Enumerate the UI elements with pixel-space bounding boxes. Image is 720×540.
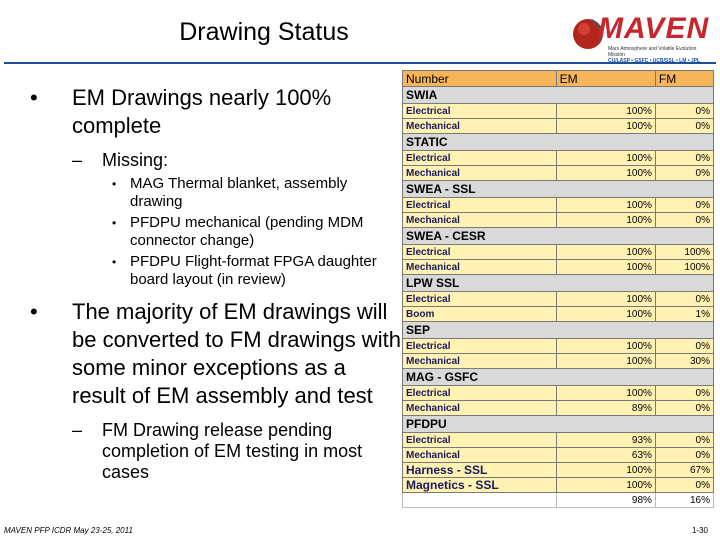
- em-total: 98%: [556, 493, 655, 508]
- em-value: 100%: [556, 339, 655, 354]
- em-value: 100%: [556, 354, 655, 369]
- em-value: 100%: [556, 307, 655, 322]
- table-row: [403, 354, 714, 369]
- group-name: PFDPU: [403, 416, 714, 433]
- row-label: Mechanical: [403, 213, 557, 228]
- table-group-row: [403, 134, 714, 151]
- table-total-row: [403, 493, 714, 508]
- slide-title: Drawing Status: [179, 18, 349, 46]
- table-row: [403, 386, 714, 401]
- page-number: 1-30: [691, 526, 708, 535]
- table-group-row: [403, 87, 714, 104]
- title-divider: [4, 62, 396, 64]
- header-em: EM: [556, 71, 655, 87]
- em-value: 100%: [556, 166, 655, 181]
- table-row: [403, 433, 714, 448]
- em-value: 100%: [556, 119, 655, 134]
- row-label: Mechanical: [403, 354, 557, 369]
- table-row: [403, 166, 714, 181]
- bullet-item: [30, 84, 402, 140]
- em-value: 100%: [556, 463, 655, 478]
- table-group-row: [403, 181, 714, 198]
- fm-value: 0%: [655, 292, 713, 307]
- group-name: SWEA - CESR: [403, 228, 714, 245]
- group-name: SWIA: [403, 87, 714, 104]
- drawing-status-table: [402, 70, 714, 508]
- table-row: [403, 339, 714, 354]
- bullet-item: [30, 298, 402, 410]
- fm-total: 16%: [655, 493, 713, 508]
- em-value: 93%: [556, 433, 655, 448]
- row-label: Boom: [403, 307, 557, 322]
- table-row: [403, 463, 714, 478]
- fm-value: 0%: [655, 119, 713, 134]
- table-row: [403, 151, 714, 166]
- bullet-icon: •: [112, 255, 117, 269]
- table-row: [403, 104, 714, 119]
- row-label: Electrical: [403, 292, 557, 307]
- table-row: [403, 401, 714, 416]
- row-label: Electrical: [403, 433, 557, 448]
- table-header-row: [403, 71, 714, 87]
- fm-value: 0%: [655, 166, 713, 181]
- group-name: STATIC: [403, 134, 714, 151]
- row-label: Electrical: [403, 151, 557, 166]
- fm-value: 0%: [655, 433, 713, 448]
- bullet-list: [30, 84, 402, 487]
- em-value: 63%: [556, 448, 655, 463]
- group-name: SWEA - SSL: [403, 181, 714, 198]
- bullet-text: PFDPU mechanical (pending MDM connector change): [130, 214, 364, 249]
- fm-value: 100%: [655, 260, 713, 275]
- row-label: Mechanical: [403, 401, 557, 416]
- header-number: Number: [403, 71, 557, 87]
- table-row: [403, 119, 714, 134]
- bullet-text: FM Drawing release pending completion of EM testing in most cases: [102, 420, 363, 482]
- table-group-row: [403, 416, 714, 433]
- em-value: 100%: [556, 151, 655, 166]
- bullet-icon: •: [30, 299, 38, 324]
- table-group-row: [403, 228, 714, 245]
- row-label: Magnetics - SSL: [403, 478, 557, 493]
- fm-value: 0%: [655, 386, 713, 401]
- fm-value: 0%: [655, 339, 713, 354]
- table-group-row: [403, 275, 714, 292]
- table-row: [403, 448, 714, 463]
- dash-icon: –: [72, 150, 83, 170]
- bullet-item: [30, 253, 402, 289]
- group-name: LPW SSL: [403, 275, 714, 292]
- row-label: Electrical: [403, 104, 557, 119]
- fm-value: 0%: [655, 104, 713, 119]
- row-label: Harness - SSL: [403, 463, 557, 478]
- row-label: Electrical: [403, 339, 557, 354]
- bullet-item: [30, 175, 402, 211]
- fm-value: 0%: [655, 213, 713, 228]
- row-label: Mechanical: [403, 448, 557, 463]
- maven-logo: [568, 10, 714, 66]
- total-label: [403, 493, 557, 508]
- em-value: 100%: [556, 213, 655, 228]
- table-row: [403, 478, 714, 493]
- fm-value: 0%: [655, 151, 713, 166]
- fm-value: 67%: [655, 463, 713, 478]
- row-label: Mechanical: [403, 260, 557, 275]
- bullet-icon: •: [112, 216, 117, 230]
- fm-value: 0%: [655, 198, 713, 213]
- row-label: Electrical: [403, 245, 557, 260]
- logo-partners: CU/LASP • GSFC • UCB/SSL • LM • JPL: [608, 58, 701, 64]
- bullet-item: [30, 214, 402, 250]
- bullet-item: [30, 420, 402, 483]
- bullet-icon: •: [30, 85, 38, 110]
- bullet-text: EM Drawings nearly 100% complete: [72, 85, 332, 138]
- em-value: 100%: [556, 198, 655, 213]
- dash-icon: –: [72, 420, 83, 440]
- footer-text: MAVEN PFP ICDR May 23-25, 2011: [4, 526, 133, 535]
- fm-value: 100%: [655, 245, 713, 260]
- em-value: 100%: [556, 245, 655, 260]
- em-value: 100%: [556, 104, 655, 119]
- bullet-text: MAG Thermal blanket, assembly drawing: [130, 175, 348, 210]
- table-group-row: [403, 322, 714, 339]
- fm-value: 1%: [655, 307, 713, 322]
- em-value: 100%: [556, 260, 655, 275]
- bullet-text: The majority of EM drawings will be converted to FM drawings with some minor exceptions as a result of EM assembly and test: [72, 299, 401, 408]
- em-value: 100%: [556, 386, 655, 401]
- em-value: 100%: [556, 292, 655, 307]
- fm-value: 30%: [655, 354, 713, 369]
- bullet-item: [30, 150, 402, 171]
- table-row: [403, 198, 714, 213]
- table-row: [403, 245, 714, 260]
- group-name: SEP: [403, 322, 714, 339]
- bullet-icon: •: [112, 177, 117, 191]
- fm-value: 0%: [655, 448, 713, 463]
- row-label: Mechanical: [403, 119, 557, 134]
- bullet-text: Missing:: [102, 150, 169, 170]
- row-label: Electrical: [403, 386, 557, 401]
- logo-tagline: Mars Atmosphere and Volatile Evolution Mission: [608, 46, 697, 58]
- fm-value: 0%: [655, 401, 713, 416]
- em-value: 100%: [556, 478, 655, 493]
- em-value: 89%: [556, 401, 655, 416]
- table-group-row: [403, 369, 714, 386]
- bullet-text: PFDPU Flight-format FPGA daughter board layout (in review): [130, 253, 377, 288]
- table-row: [403, 307, 714, 322]
- table-row: [403, 292, 714, 307]
- logo-wordmark: MAVEN: [598, 12, 710, 45]
- row-label: Mechanical: [403, 166, 557, 181]
- fm-value: 0%: [655, 478, 713, 493]
- group-name: MAG - GSFC: [403, 369, 714, 386]
- header-fm: FM: [655, 71, 713, 87]
- table-row: [403, 260, 714, 275]
- row-label: Electrical: [403, 198, 557, 213]
- table-row: [403, 213, 714, 228]
